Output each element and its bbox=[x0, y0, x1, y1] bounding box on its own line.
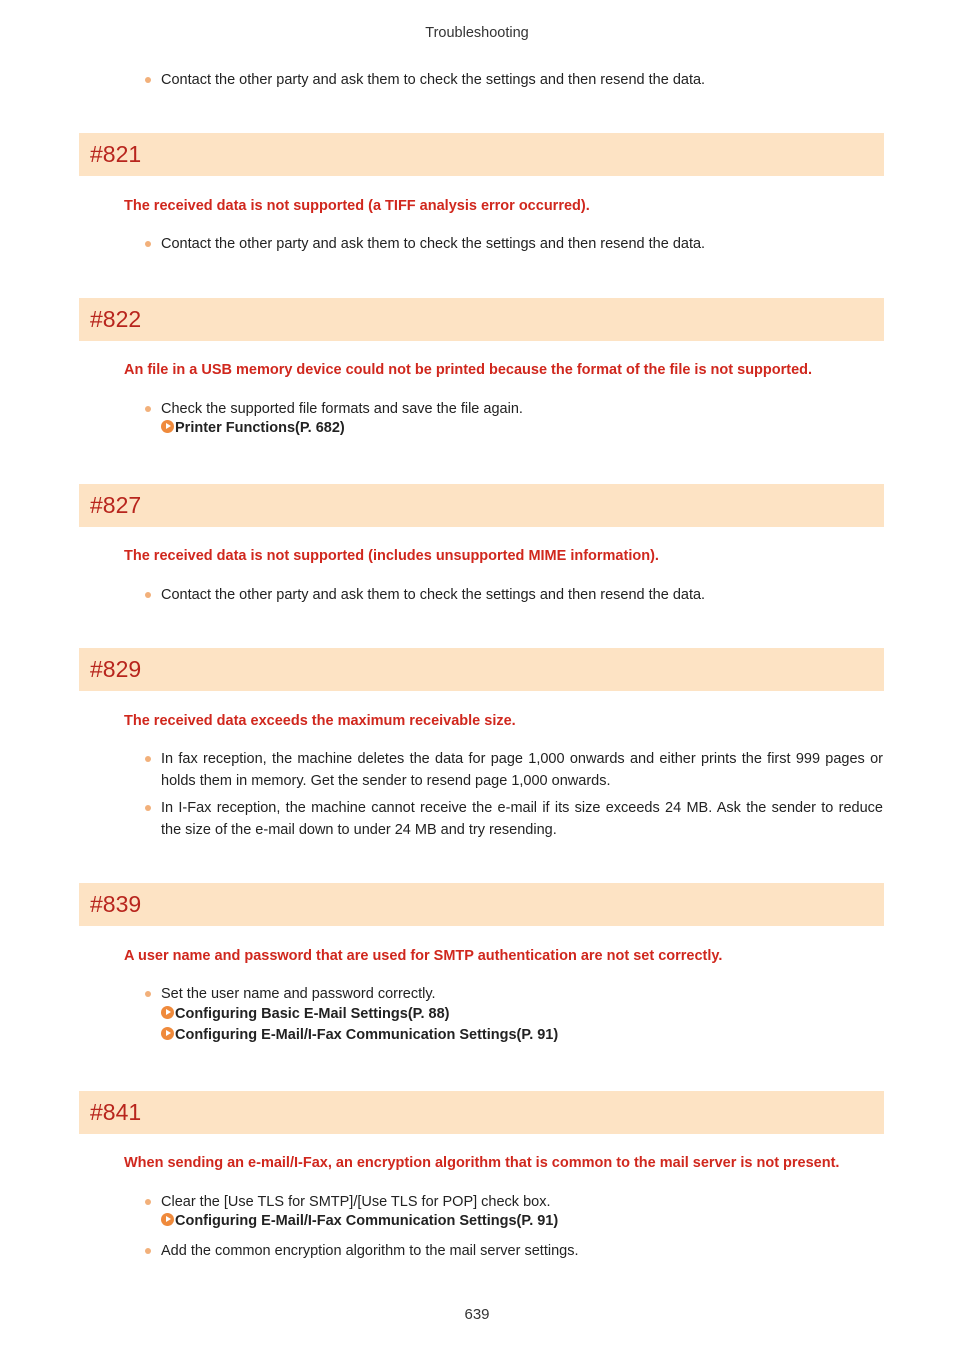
link-configuring-email-ifax[interactable]: Configuring E-Mail/I-Fax Communication Settings(P. 91) bbox=[161, 1027, 558, 1043]
error-code: #841 bbox=[90, 1099, 142, 1125]
error-code: #829 bbox=[90, 656, 142, 682]
running-header: Troubleshooting bbox=[425, 25, 529, 41]
list-item: Contact the other party and ask them to check the settings and then resend the data. bbox=[161, 233, 883, 255]
list-item: Add the common encryption algorithm to the mail server settings. bbox=[161, 1240, 883, 1262]
error-code: #827 bbox=[90, 492, 142, 518]
error-code: #839 bbox=[90, 891, 142, 917]
error-code-bar-827 bbox=[79, 484, 884, 527]
error-title: The received data is not supported (a TIFF analysis error occurred). bbox=[124, 198, 590, 214]
error-code: #821 bbox=[90, 141, 142, 167]
error-code-bar-822 bbox=[79, 298, 884, 341]
list-item: Contact the other party and ask them to check the settings and then resend the data. bbox=[161, 584, 883, 606]
list-item: Check the supported file formats and save the file again. bbox=[161, 398, 883, 420]
error-code-bar-821 bbox=[79, 133, 884, 176]
error-code-bar-841 bbox=[79, 1091, 884, 1134]
error-code: #822 bbox=[90, 306, 142, 332]
link-configuring-email-ifax[interactable]: Configuring E-Mail/I-Fax Communication Settings(P. 91) bbox=[161, 1213, 558, 1229]
error-title: A user name and password that are used for SMTP authentication are not set correctly. bbox=[124, 948, 723, 964]
list-item: In fax reception, the machine deletes the data for page 1,000 onwards and either prints the first 999 pages or holds them in memory. Get the sender to resend page 1,000 onwards. bbox=[161, 748, 883, 792]
arrow-circle-icon bbox=[161, 1006, 174, 1019]
error-title: An file in a USB memory device could not be printed because the format of the file is not supported. bbox=[124, 362, 813, 378]
page-number: 639 bbox=[464, 1306, 490, 1323]
list-item: In I-Fax reception, the machine cannot receive the e-mail if its size exceeds 24 MB. Ask the sender to reduce the size of the e-mail down to under 24 MB and try resending. bbox=[161, 797, 883, 841]
arrow-circle-icon bbox=[161, 420, 174, 433]
arrow-circle-icon bbox=[161, 1213, 174, 1226]
arrow-circle-icon bbox=[161, 1027, 174, 1040]
list-item: Clear the [Use TLS for SMTP]/[Use TLS for POP] check box. bbox=[161, 1191, 883, 1213]
error-title: The received data exceeds the maximum receivable size. bbox=[124, 713, 516, 729]
list-item: Contact the other party and ask them to check the settings and then resend the data. bbox=[161, 69, 883, 91]
error-code-bar-829 bbox=[79, 648, 884, 691]
link-configuring-basic-email[interactable]: Configuring Basic E-Mail Settings(P. 88) bbox=[161, 1006, 449, 1022]
error-title: When sending an e-mail/I-Fax, an encryption algorithm that is common to the mail server is not present. bbox=[124, 1155, 840, 1171]
link-printer-functions[interactable]: Printer Functions(P. 682) bbox=[161, 420, 345, 436]
error-code-bar-839 bbox=[79, 883, 884, 926]
error-title: The received data is not supported (includes unsupported MIME information). bbox=[124, 548, 659, 564]
list-item: Set the user name and password correctly. bbox=[161, 983, 883, 1005]
